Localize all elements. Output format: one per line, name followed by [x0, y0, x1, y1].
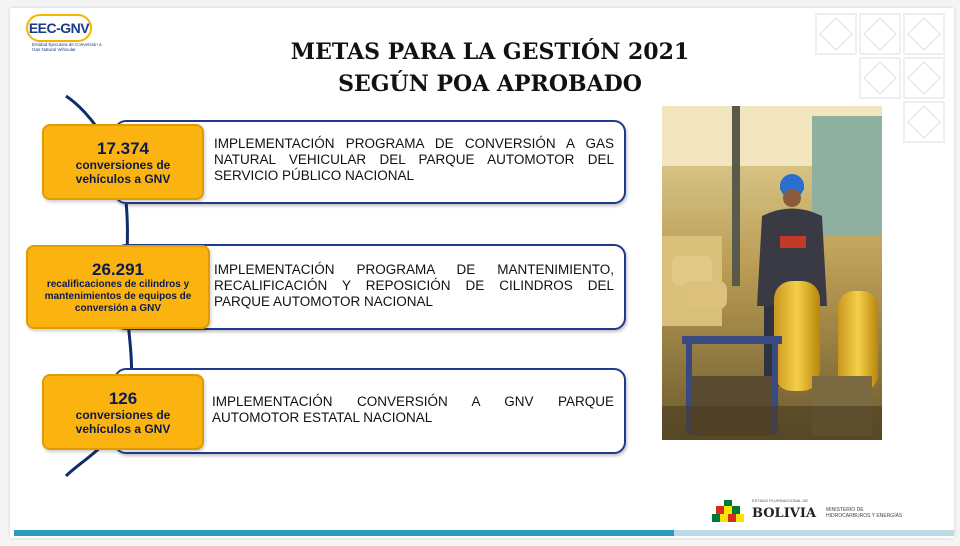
ministry-label: MINISTERIO DE HIDROCARBUROS Y ENERGÍAS	[826, 507, 903, 519]
metric-value-2: 26.291	[92, 259, 144, 279]
footer-bar-secondary	[674, 530, 954, 536]
metric-card-3	[42, 374, 204, 450]
goal-text-3: IMPLEMENTACIÓN CONVERSIÓN A GNV PARQUE AUTOMOTOR ESTATAL NACIONAL	[212, 394, 614, 425]
bolivia-footer	[712, 498, 912, 528]
title-line-1: METAS PARA LA GESTIÓN 2021	[290, 39, 690, 65]
logo-name: EEC-GNV	[28, 20, 90, 36]
metric-desc-3: conversiones de vehículos a GNV	[75, 407, 171, 436]
metric-card-1	[42, 124, 204, 200]
worker-photo	[662, 106, 882, 440]
goal-text-1: IMPLEMENTACIÓN PROGRAMA DE CONVERSIÓN A GAS NATURAL VEHICULAR DEL PARQUE AUTOMOTOR DEL SERVICIO PÚBLICO NACIONAL	[214, 136, 614, 183]
bolivia-state-label: ESTADO PLURINACIONAL DE	[752, 497, 809, 503]
metric-value-1: 17.374	[97, 138, 149, 158]
footer-bar	[14, 530, 674, 536]
logo-pill	[26, 14, 92, 42]
metric-desc-2: recalificaciones de cilindros y mantenimientos de equipos de conversión a GNV	[44, 278, 192, 314]
metric-card-2	[26, 245, 210, 329]
bolivia-emblem	[712, 498, 748, 528]
goal-text-2: IMPLEMENTACIÓN PROGRAMA DE MANTENIMIENTO, RECALIFICACIÓN Y REPOSICIÓN DE CILINDROS DEL PARQUE AUTOMOTOR NACIONAL	[214, 262, 614, 309]
metric-value-3: 126	[108, 388, 138, 408]
page-title	[240, 36, 740, 100]
logo-subtitle: Entidad Ejecutora de Conversión a Gas Natural Vehicular	[32, 42, 102, 52]
bolivia-name: BOLIVIA	[752, 505, 817, 521]
eec-gnv-logo	[22, 14, 102, 62]
metric-desc-1: conversiones de vehículos a GNV	[75, 157, 171, 186]
title-line-2: SEGÚN POA APROBADO	[338, 71, 642, 97]
